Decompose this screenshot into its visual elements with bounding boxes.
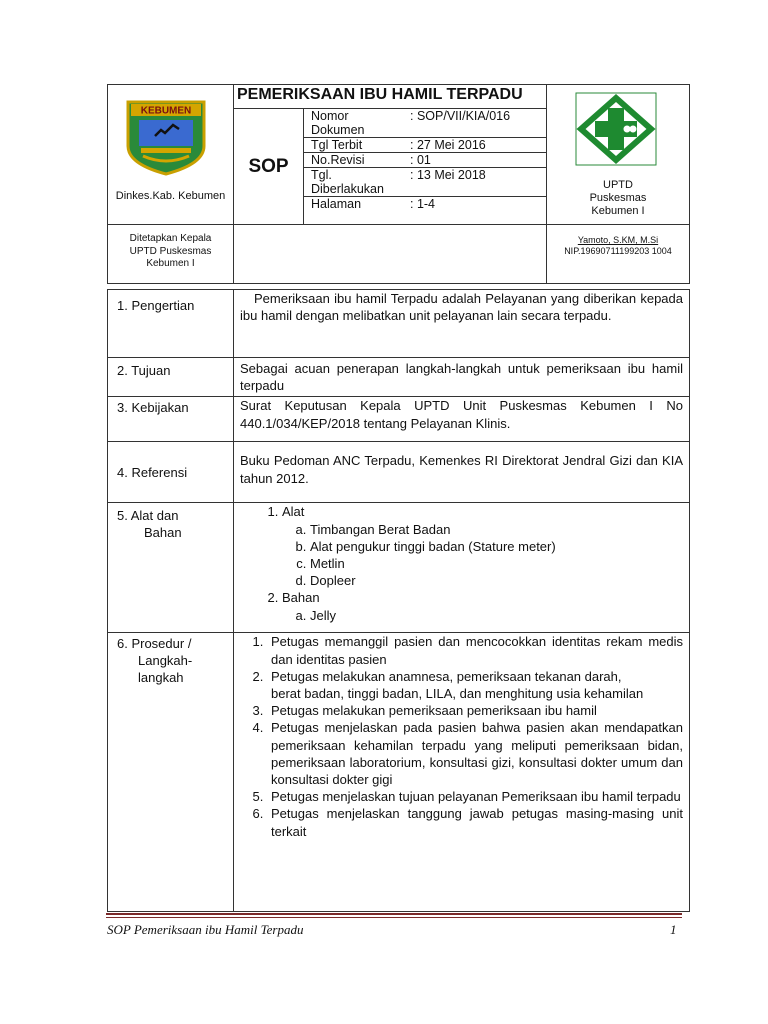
list-item — [282, 589, 683, 623]
signer-nip: NIP.19690711199203 1004 — [564, 246, 672, 256]
prosedur-steps — [240, 633, 683, 839]
content-alat-bahan — [234, 503, 690, 633]
ditetapkan-cell: Ditetapkan Kepala UPTD Puskesmas Kebumen I — [108, 225, 234, 284]
puskesmas-cross-icon — [575, 92, 657, 166]
right-org-cell — [547, 85, 690, 225]
right-org-name: UPTD Puskesmas Kebumen I — [589, 179, 647, 217]
bahan-title: Bahan — [282, 590, 320, 606]
signature-blank-cell — [234, 225, 547, 284]
content-tujuan — [234, 358, 690, 397]
left-org-cell — [108, 85, 234, 225]
prosedur-label-line2: Langkah- — [138, 653, 193, 669]
label-tujuan: 2. Tujuan — [108, 358, 234, 397]
sop-content-table — [107, 289, 690, 912]
step-item: 5. Petugas menjelaskan tujuan pelayanan Pemeriksaan ibu hamil terpadu — [267, 788, 683, 805]
step-item: 1. Petugas memanggil pasien dan mencocokkan identitas rekam medis dan identitas pasien — [267, 633, 683, 667]
step-item — [267, 668, 683, 702]
bahan-sublist — [282, 607, 683, 624]
logo-text: KEBUMEN — [140, 105, 192, 117]
step2-text: 2. Petugas melakukan anamnesa, pemeriksaan tekanan darah, — [271, 668, 622, 684]
list-item: a. Jelly — [310, 607, 683, 624]
meta-label-halaman: Halaman — [311, 197, 362, 211]
sop-header-table — [107, 84, 690, 284]
alat-label-line2: Bahan — [144, 525, 182, 541]
referensi-text: Buku Pedoman ANC Terpadu, Kemenkes RI Direktorat Jendral Gizi dan KIA tahun 2012. — [240, 453, 683, 486]
list-item — [282, 503, 683, 589]
prosedur-label-line1: 6. Prosedur / — [117, 636, 192, 652]
content-prosedur — [234, 633, 690, 912]
page-number: 1 — [670, 922, 677, 937]
meta-value-diberlakukan: : 13 Mei 2018 — [403, 168, 546, 197]
footer-divider — [106, 913, 682, 915]
list-item: b. Alat pengukur tinggi badan (Stature meter) — [310, 538, 683, 555]
list-item: d. Dopleer — [310, 572, 683, 589]
meta-label-tgl-terbit: Tgl Terbit — [304, 138, 403, 153]
alat-sublist — [282, 521, 683, 590]
label-prosedur — [108, 633, 234, 912]
label-pengertian: 1. Pengertian — [108, 290, 234, 358]
alat-label-line1: 5. Alat dan — [117, 508, 179, 524]
alat-title: Alat — [282, 504, 305, 520]
alat-bahan-list — [240, 503, 683, 623]
kebumen-crest-icon — [125, 98, 207, 176]
left-org-name: Dinkes.Kab. Kebumen — [115, 190, 226, 202]
signer-cell — [547, 225, 690, 284]
meta-label-diberlakukan: Tgl. Diberlakukan — [304, 168, 403, 197]
tujuan-text: Sebagai acuan penerapan langkah-langkah untuk pemeriksaan ibu hamil terpadu — [240, 361, 683, 394]
meta-value-revisi: : 01 — [403, 153, 546, 168]
meta-label-revisi: No.Revisi — [304, 153, 403, 168]
label-referensi: 4. Referensi — [108, 442, 234, 503]
step2-continuation: berat badan, tinggi badan, LILA, dan menghitung usia kehamilan — [271, 686, 644, 702]
meta-value-nomor: : SOP/VII/KIA/016 — [403, 109, 546, 138]
meta-label-nomor: Nomor Dokumen — [304, 109, 403, 138]
list-item: c. Metlin — [310, 555, 683, 572]
label-alat-bahan — [108, 503, 234, 633]
prosedur-label-line3: langkah — [138, 670, 184, 686]
meta-value-halaman: : 1-4 — [410, 197, 436, 211]
step-item: 3. Petugas melakukan pemeriksaan pemeriksaan ibu hamil — [267, 702, 683, 719]
list-item: a. Timbangan Berat Badan — [310, 521, 683, 538]
step-item: 4. Petugas menjelaskan pada pasien bahwa pasien akan mendapatkan pemeriksaan kehamilan terpadu yang meliputi pemeriksaan bidan, pemeriksaan laboratorium, konsultasi gizi, konsultasi dokter umum dan konsultasi dokter gigi — [267, 719, 683, 788]
kebijakan-text: Surat Keputusan Kepala UPTD Unit Puskesmas Kebumen I No 440.1/034/KEP/2018 tentang Pelayanan Klinis. — [240, 398, 683, 431]
meta-value-tgl-terbit: : 27 Mei 2016 — [403, 138, 546, 153]
footer-divider-thin — [106, 917, 682, 918]
metadata-table — [304, 109, 546, 211]
document-title: PEMERIKSAAN IBU HAMIL TERPADU — [234, 85, 547, 109]
content-referensi — [234, 442, 690, 503]
signer-name: Yamoto, S.KM, M.Si — [577, 235, 659, 245]
step-item: 6. Petugas menjelaskan tanggung jawab petugas masing-masing unit terkait — [267, 805, 683, 839]
puskesmas-logo — [575, 92, 657, 166]
content-kebijakan — [234, 397, 690, 442]
label-kebijakan: 3. Kebijakan — [108, 397, 234, 442]
metadata-cell — [304, 109, 547, 225]
content-pengertian — [234, 290, 690, 358]
footer-title: SOP Pemeriksaan ibu Hamil Terpadu — [107, 922, 304, 937]
kebumen-logo — [125, 98, 207, 176]
sop-label: SOP — [234, 109, 304, 225]
pengertian-text: Pemeriksaan ibu hamil Terpadu adalah Pelayanan yang diberikan kepada ibu hamil dengan melibatkan unit pelayanan lain secara terpadu. — [240, 291, 683, 324]
